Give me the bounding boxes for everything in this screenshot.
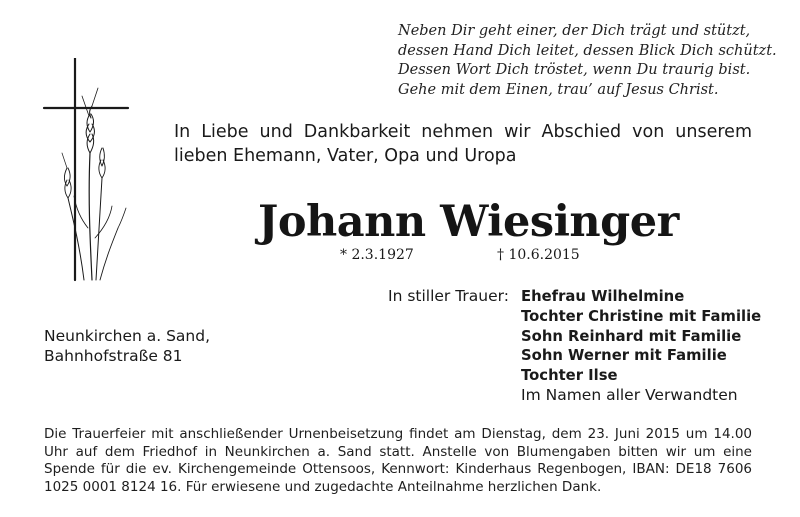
address <box>44 327 210 367</box>
mourner-item: Sohn Reinhard mit Familie <box>521 327 742 345</box>
mourner-item: Sohn Werner mit Familie <box>521 347 727 365</box>
mourner-item: Tochter Christine mit Familie <box>521 307 762 325</box>
intro-text <box>174 120 752 168</box>
death-date: † 10.6.2015 <box>497 247 580 263</box>
mourners-list <box>521 287 771 406</box>
poem <box>398 22 778 100</box>
poem-line: Gehe mit dem Einen, trau’ auf Jesus Christ. <box>398 81 719 98</box>
birth-date: * 2.3.1927 <box>340 247 414 263</box>
poem-line: dessen Hand Dich leitet, dessen Blick Dich schützt. <box>398 42 777 59</box>
funeral-notice: Die Trauerfeier mit anschließender Urnenbeisetzung findet am Dienstag, dem 23. Juni 2015 um 14.00 Uhr auf dem Friedhof in Neunkirchen a. Sand statt. Anstelle von Blumengaben bitten wir um eine Spende für die ev. Kirchengemeinde Ottensoos, Kennwort: Kinderhaus Regenbogen, IBAN: DE18 7606 1025 0001 8124 16. Für erwiesene und zugedachte Anteilnahme herzlichen Dank. <box>44 426 752 495</box>
mourner-item: Tochter Ilse <box>521 367 618 385</box>
mourning-closing: Im Namen aller Verwandten <box>521 385 738 404</box>
deceased-name: Johann Wiesinger <box>258 197 679 247</box>
intro-line-2: lieben Ehemann, Vater, Opa und Uropa <box>174 146 517 166</box>
cross-with-wheat-icon <box>40 58 130 288</box>
address-line-1: Neunkirchen a. Sand, <box>44 327 211 345</box>
mourning-label: In stiller Trauer: <box>388 287 509 305</box>
intro-line-1: In Liebe und Dankbarkeit nehmen wir Abschied von unserem <box>174 122 752 142</box>
mourner-item: Ehefrau Wilhelmine <box>521 288 685 305</box>
poem-line: Neben Dir geht einer, der Dich trägt und stützt, <box>398 23 751 39</box>
poem-line: Dessen Wort Dich tröstet, wenn Du traurig bist. <box>398 62 751 78</box>
address-line-2: Bahnhofstraße 81 <box>44 346 183 365</box>
